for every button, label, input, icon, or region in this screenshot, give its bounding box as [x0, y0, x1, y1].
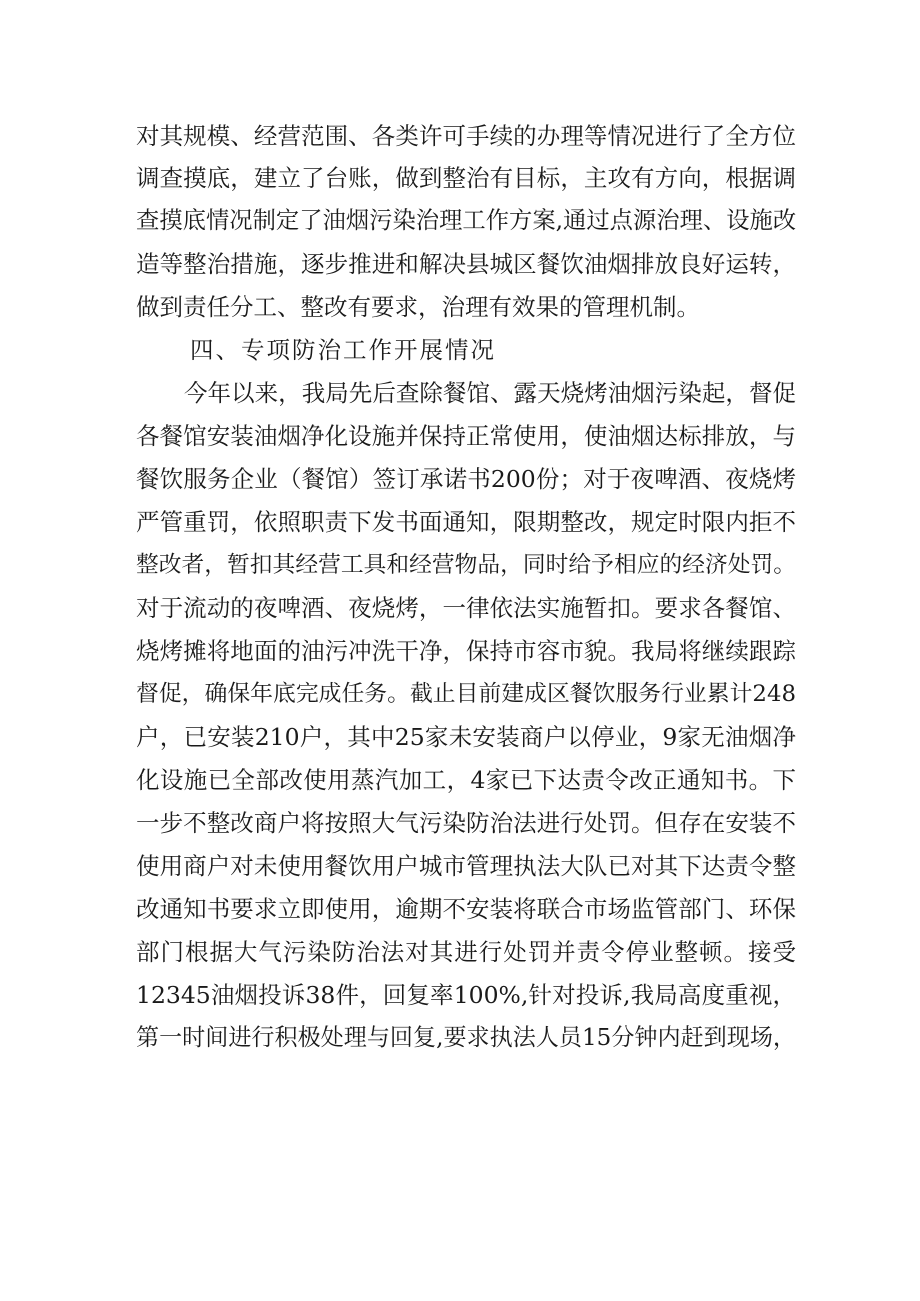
text-line: 户，已安装210户，其中25家未安装商户以停业，9家无油烟净	[136, 723, 796, 751]
text-line: 餐饮服务企业（餐馆）签订承诺书200份；对于夜啤酒、夜烧烤	[136, 465, 796, 493]
text-line: 部门根据大气污染防治法对其进行处罚并责令停业整顿。接受	[136, 938, 796, 966]
text-line: 严管重罚，依照职责下发书面通知，限期整改，规定时限内拒不	[136, 508, 796, 536]
text-line: 整改者，暂扣其经营工具和经营物品，同时给予相应的经济处罚。	[136, 552, 796, 578]
text-line: 对其规模、经营范围、各类许可手续的办理等情况进行了全方位	[136, 122, 796, 150]
text-line: 各餐馆安装油烟净化设施并保持正常使用，使油烟达标排放，与	[136, 422, 796, 450]
text-line: 使用商户对未使用餐饮用户城市管理执法大队已对其下达责令整	[136, 852, 796, 880]
text-line: 督促，确保年底完成任务。截止目前建成区餐饮服务行业累计248	[136, 681, 796, 707]
text-line: 烧烤摊将地面的油污冲洗干净，保持市容市貌。我局将继续跟踪	[136, 637, 796, 665]
section-heading: 四、专项防治工作开展情况	[190, 336, 496, 364]
text-line: 造等整治措施，逐步推进和解决县城区餐饮油烟排放良好运转，	[136, 250, 796, 278]
text-line: 做到责任分工、整改有要求，治理有效果的管理机制。	[136, 293, 700, 321]
text-line: 今年以来，我局先后查除餐馆、露天烧烤油烟污染起，督促	[184, 379, 796, 407]
text-line: 化设施已全部改使用蒸汽加工，4家已下达责令改正通知书。下	[136, 766, 796, 794]
text-line: 对于流动的夜啤酒、夜烧烤，一律依法实施暂扣。要求各餐馆、	[136, 594, 796, 622]
text-line: 调查摸底，建立了台账，做到整治有目标，主攻有方向，根据调	[136, 164, 796, 192]
text-line: 一步不整改商户将按照大气污染防治法进行处罚。但存在安装不	[136, 809, 796, 837]
text-line: 改通知书要求立即使用，逾期不安装将联合市场监管部门、环保	[136, 895, 796, 923]
text-line: 12345油烟投诉38件，回复率100%,针对投诉,我局高度重视，	[136, 981, 796, 1009]
text-line: 查摸底情况制定了油烟污染治理工作方案,通过点源治理、设施改	[136, 207, 797, 234]
text-line: 第一时间进行积极处理与回复,要求执法人员15分钟内赶到现场，	[136, 1025, 796, 1051]
